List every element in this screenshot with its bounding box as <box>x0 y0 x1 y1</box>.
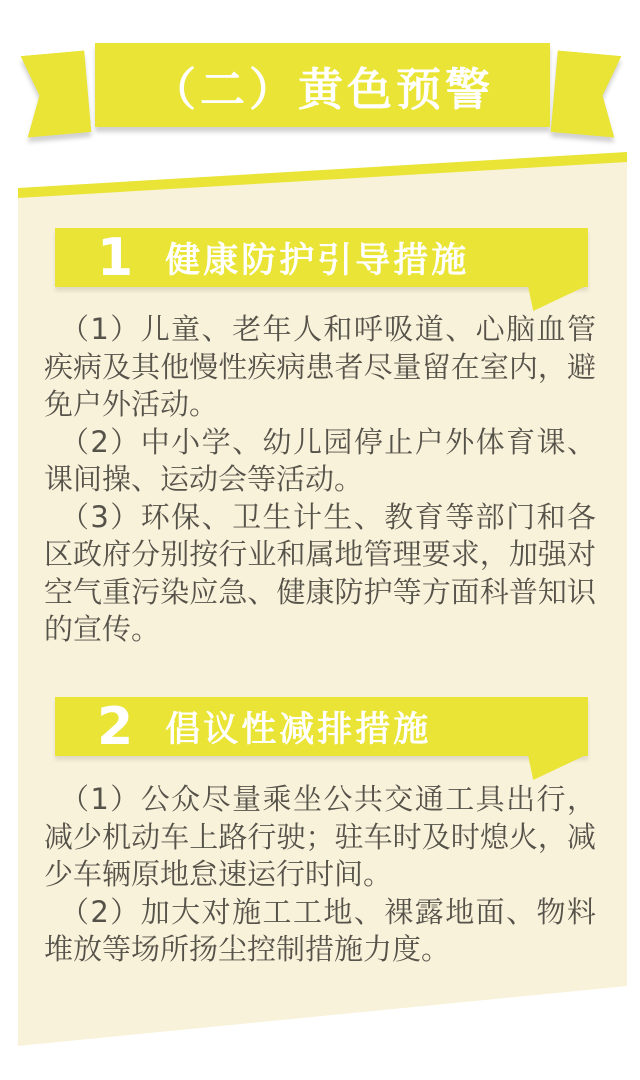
section-2-body <box>44 781 596 969</box>
section-2-number: 2 <box>97 696 134 757</box>
section-1-header <box>55 228 588 287</box>
section-1-body <box>44 311 596 649</box>
section-2-paragraph-1: （1）公众尽量乘坐公共交通工具出行，减少机动车上路行驶；驻车时及时熄火，减少车辆原地怠速运行时间。 <box>44 782 596 891</box>
section-1-paragraph-3: （3）环保、卫生计生、教育等部门和各区政府分别按行业和属地管理要求，加强对空气重污染应急、健康防护等方面科普知识的宣传。 <box>44 499 596 646</box>
section-2-header <box>55 697 588 756</box>
section-2-paragraph-2: （2）加大对施工工地、裸露地面、物料堆放等场所扬尘控制措施力度。 <box>44 894 596 966</box>
section-1-number: 1 <box>97 227 134 288</box>
page-title-banner <box>95 43 550 127</box>
section-2-title: 倡议性减排措施 <box>165 709 432 750</box>
page-title: （二）黄色预警 <box>150 62 494 116</box>
section-1-paragraph-2: （2）中小学、幼儿园停止户外体育课、课间操、运动会等活动。 <box>44 424 596 496</box>
ribbon-tail-left <box>21 50 92 137</box>
ribbon-tail-right <box>551 50 622 137</box>
section-1-paragraph-1: （1）儿童、老年人和呼吸道、心脑血管疾病及其他慢性疾病患者尽量留在室内，避免户外活动。 <box>44 312 596 421</box>
section-1-title: 健康防护引导措施 <box>165 240 470 281</box>
